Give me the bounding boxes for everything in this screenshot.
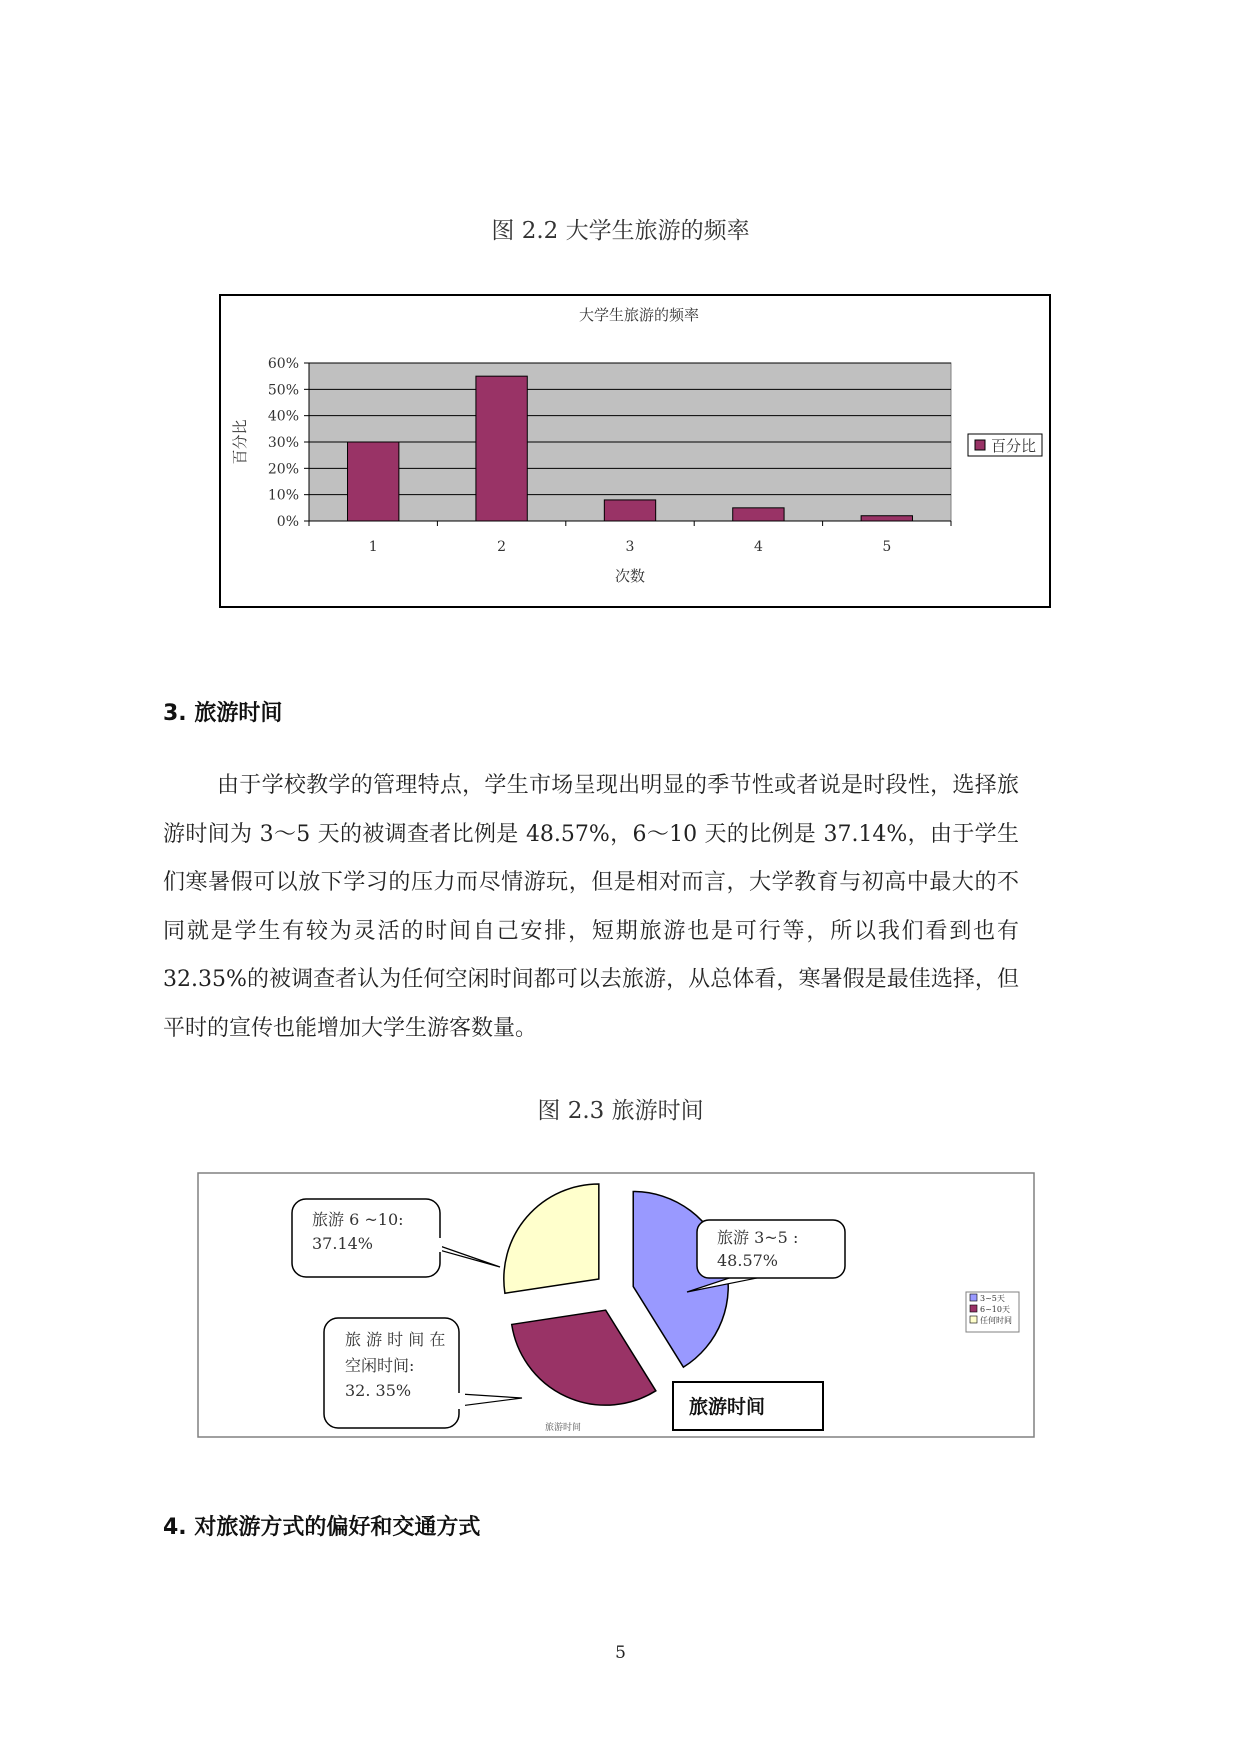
bar-chart-bar — [476, 376, 527, 521]
bar-chart-x-tick-label: 5 — [882, 539, 892, 555]
bar-chart-bar — [348, 442, 399, 521]
bar-chart-bar — [733, 508, 784, 521]
bar-chart-y-tick-label: 50% — [267, 382, 299, 399]
figure-2-2-caption: 图 2.2 大学生旅游的频率 — [491, 218, 750, 244]
pie-chart-title: 旅游时间 — [689, 1396, 766, 1418]
pie-callout-3-5-line2: 48.57% — [717, 1251, 779, 1270]
bar-chart-svg — [219, 294, 1051, 608]
bar-chart-y-axis-label: 百分比 — [231, 419, 249, 465]
pie-callout-6-10-gap — [422, 1238, 442, 1252]
bar-chart-legend — [968, 434, 1042, 456]
bar-chart-legend-swatch — [975, 440, 985, 450]
bar-chart-y-tick-label: 30% — [267, 435, 299, 451]
pie-callout-anytime-gap — [455, 1393, 465, 1409]
pie-chart-legend-label: 任何时间 — [980, 1316, 1012, 1325]
pie-chart-legend-swatch — [970, 1305, 977, 1312]
bar-chart-x-axis-label: 次数 — [614, 567, 646, 585]
pie-callout-anytime-line1: 旅 游 时 间 在 — [345, 1330, 446, 1349]
page-number: 5 — [615, 1643, 626, 1663]
pie-chart-bottom-label: 旅游时间 — [544, 1423, 582, 1433]
pie-callout-6-10-line1: 旅游 6 ~10: — [312, 1210, 404, 1229]
pie-chart-legend — [966, 1292, 1019, 1332]
figure-2-3-caption: 图 2.3 旅游时间 — [537, 1098, 704, 1124]
bar-chart-y-tick-label: 10% — [267, 487, 299, 504]
bar-chart-x-tick-label: 1 — [368, 539, 378, 555]
bar-chart-bar — [861, 516, 912, 521]
bar-chart-legend-label: 百分比 — [991, 437, 1037, 455]
bar-chart-y-tick-label: 60% — [267, 356, 299, 372]
bar-chart-x-tick-label: 4 — [753, 539, 763, 555]
pie-callout-anytime-line2: 空闲时间: — [345, 1356, 415, 1375]
section-3-paragraph — [163, 762, 1019, 1054]
pie-chart-legend-label: 3~5天 — [980, 1294, 1005, 1303]
pie-chart-legend-swatch — [970, 1294, 977, 1301]
pie-chart-title-box — [673, 1382, 823, 1430]
bar-chart-x-tick-label: 2 — [497, 539, 507, 555]
pie-callout-3-5-line1: 旅游 3~5 : — [717, 1228, 799, 1247]
section-3-heading: 3. 旅游时间 — [163, 701, 283, 726]
bar-chart-y-tick-label: 40% — [267, 408, 299, 425]
section-4-heading: 4. 对旅游方式的偏好和交通方式 — [163, 1515, 481, 1540]
bar-chart-y-tick-label: 0% — [276, 514, 299, 530]
bar-chart-x-tick-label: 3 — [625, 539, 635, 555]
pie-chart-legend-swatch — [970, 1316, 977, 1323]
pie-chart-travel-time — [197, 1172, 1035, 1442]
pie-callout-6-10-line2: 37.14% — [312, 1234, 374, 1253]
bar-chart-bar — [604, 500, 655, 521]
section-3-paragraph-text: 由于学校教学的管理特点，学生市场呈现出明显的季节性或者说是时段性，选择旅游时间为 3～5 天的被调查者比例是 48.57%，6～10 天的比例是 37.14%，由于学生们寒暑假可以放下学习的压力而尽情游玩，但是相对而言，大学教育与初高中最大的不同就是学生有较为灵活的时间自己安排，短期旅游也是可行等，所以我们看到也有 32.35%的被调查者认为任何空闲时间都可以去旅游，从总体看，寒暑假是最佳选择，但平时的宣传也能增加大学生游客数量。 — [163, 773, 1019, 1041]
pie-callout-3-5-gap — [777, 1256, 807, 1268]
bar-chart-title: 大学生旅游的频率 — [578, 306, 700, 324]
pie-callout-anytime-line3: 32. 35% — [345, 1381, 412, 1400]
bar-chart-frequency — [219, 294, 1051, 612]
pie-chart-legend-label: 6~10天 — [980, 1305, 1010, 1314]
pie-chart-svg — [197, 1172, 1035, 1438]
bar-chart-y-tick-label: 20% — [267, 461, 299, 478]
